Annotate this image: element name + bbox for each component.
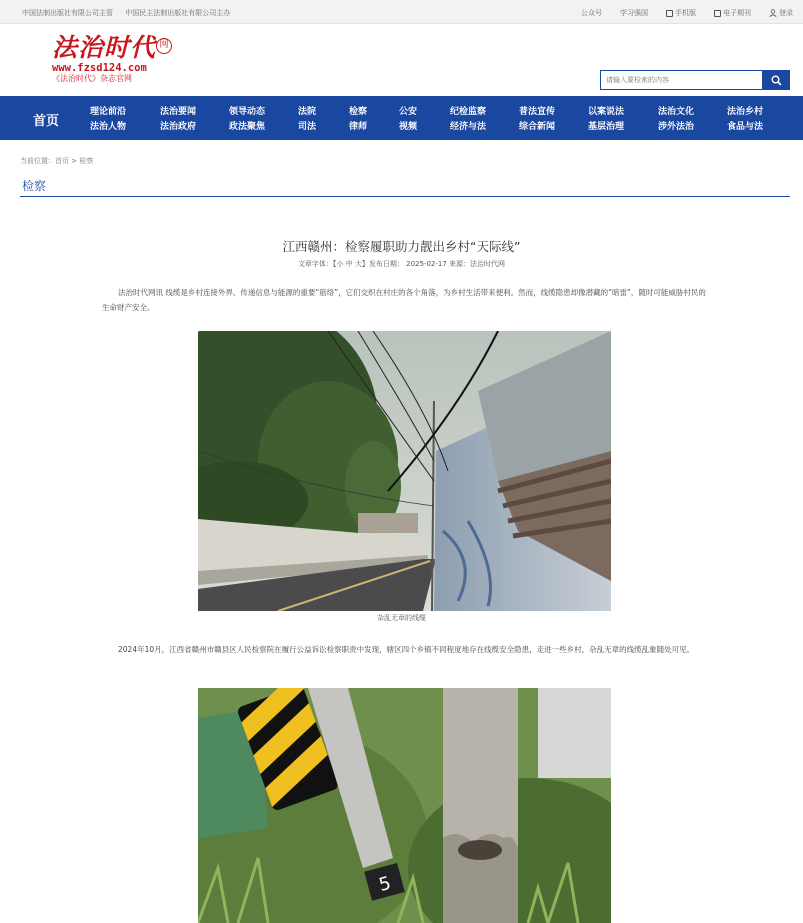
meta-suffix: 】发布日期： 2025-02-17 来源：法治时代网 bbox=[361, 260, 506, 268]
user-icon bbox=[769, 9, 777, 17]
nav-item[interactable]: 领导动态 bbox=[229, 107, 266, 117]
link-login-label: 登录 bbox=[779, 9, 793, 17]
nav-column bbox=[727, 105, 763, 135]
site-logo[interactable] bbox=[52, 34, 172, 88]
nav-column bbox=[229, 105, 265, 135]
breadcrumb[interactable]: 当前位置：首页 > 检察 bbox=[20, 157, 94, 165]
nav-item[interactable]: 法治文化 bbox=[658, 107, 695, 117]
link-login[interactable] bbox=[769, 8, 793, 18]
mobile-icon bbox=[666, 10, 673, 17]
link-wechat[interactable]: 公众号 bbox=[581, 9, 602, 17]
section-title: 检察 bbox=[22, 179, 47, 193]
link-mobile-label: 手机版 bbox=[675, 9, 696, 17]
nav-item[interactable]: 法治乡村 bbox=[727, 107, 764, 117]
section-divider bbox=[20, 196, 790, 197]
site-header bbox=[0, 24, 803, 96]
logo-title: 法治时代 bbox=[52, 33, 157, 62]
nav-column bbox=[160, 105, 196, 135]
org-supervisor: 中国法制出版社有限公司主管 bbox=[22, 9, 113, 17]
article-paragraph: 法治时代网讯 线缆是乡村连接外界、传递信息与能源的重要“筋络”，它们交织在村庄的各个角落，为乡村生活带来便利。然而，线缆隐患却像潜藏的“暗雷”，随时可能威胁村民的生命财产安全。 bbox=[102, 288, 706, 312]
nav-item[interactable]: 综合新闻 bbox=[519, 122, 556, 132]
nav-column bbox=[298, 105, 316, 135]
nav-item[interactable]: 法治政府 bbox=[160, 122, 197, 132]
link-mobile[interactable] bbox=[666, 8, 696, 18]
link-ejournal-label: 电子期刊 bbox=[723, 9, 751, 17]
nav-item[interactable]: 视频 bbox=[399, 122, 418, 132]
nav-item[interactable]: 法治要闻 bbox=[160, 107, 197, 117]
nav-item[interactable]: 政法聚焦 bbox=[229, 122, 266, 132]
nav-item[interactable]: 律师 bbox=[349, 122, 368, 132]
street-photo bbox=[198, 331, 611, 611]
nav-column bbox=[658, 105, 694, 135]
org-sponsor: 中国民主法制出版社有限公司主办 bbox=[125, 9, 231, 17]
top-bar bbox=[0, 0, 803, 24]
nav-item[interactable]: 经济与法 bbox=[450, 122, 487, 132]
nav-home[interactable]: 首页 bbox=[33, 114, 60, 129]
search-icon bbox=[771, 75, 782, 86]
organization-info bbox=[22, 8, 240, 18]
article-title: 江西赣州：检察履职助力靓出乡村“天际线” bbox=[282, 239, 521, 254]
nav-item[interactable]: 法治人物 bbox=[90, 122, 127, 132]
font-size-small[interactable]: 小 bbox=[336, 260, 344, 268]
nav-item[interactable]: 以案说法 bbox=[588, 107, 625, 117]
logo-url: www.fzsd124.com bbox=[52, 62, 147, 74]
article-photo-poles bbox=[198, 688, 611, 923]
article-photo-cables bbox=[198, 331, 611, 611]
nav-column bbox=[519, 105, 555, 135]
nav-item[interactable]: 涉外法治 bbox=[658, 122, 695, 132]
nav-column bbox=[90, 105, 126, 135]
article-meta bbox=[0, 259, 803, 269]
link-ejournal[interactable] bbox=[714, 8, 751, 18]
pole-photo bbox=[198, 688, 611, 923]
nav-column bbox=[450, 105, 486, 135]
nav-item[interactable]: 普法宣传 bbox=[519, 107, 556, 117]
nav-column bbox=[588, 105, 624, 135]
main-nav bbox=[0, 96, 803, 140]
search-input[interactable] bbox=[600, 70, 762, 90]
photo-caption: 杂乱无章的线缆 bbox=[377, 614, 426, 622]
font-size-medium[interactable]: 中 bbox=[345, 260, 353, 268]
book-icon bbox=[714, 10, 721, 17]
nav-item[interactable]: 纪检监察 bbox=[450, 107, 487, 117]
nav-item[interactable]: 检察 bbox=[349, 107, 368, 117]
article-paragraph: 2024年10月，江西省赣州市赣县区人民检察院在履行公益诉讼检察职责中发现，辖区四个乡镇不同程度地存在线缆安全隐患，走进一些乡村，杂乱无章的线缆乱象随处可见。 bbox=[118, 645, 695, 654]
nav-column bbox=[349, 105, 367, 135]
nav-item[interactable]: 基层治理 bbox=[588, 122, 625, 132]
nav-column bbox=[399, 105, 417, 135]
pole-number-label: 5 bbox=[376, 872, 394, 896]
meta-prefix: 文章字体：【 bbox=[297, 260, 337, 268]
top-links bbox=[581, 8, 793, 18]
logo-badge: 网 bbox=[156, 38, 172, 54]
link-xuexi[interactable]: 学习强国 bbox=[620, 9, 648, 17]
nav-item[interactable]: 食品与法 bbox=[727, 122, 764, 132]
nav-item[interactable]: 司法 bbox=[298, 122, 317, 132]
search-bar bbox=[600, 70, 790, 90]
nav-item[interactable]: 理论前沿 bbox=[90, 107, 127, 117]
logo-subtitle: 《法治时代》杂志官网 bbox=[52, 74, 132, 83]
nav-item[interactable]: 公安 bbox=[399, 107, 418, 117]
font-size-large[interactable]: 大 bbox=[354, 260, 362, 268]
search-button[interactable] bbox=[762, 70, 790, 90]
nav-item[interactable]: 法院 bbox=[298, 107, 317, 117]
